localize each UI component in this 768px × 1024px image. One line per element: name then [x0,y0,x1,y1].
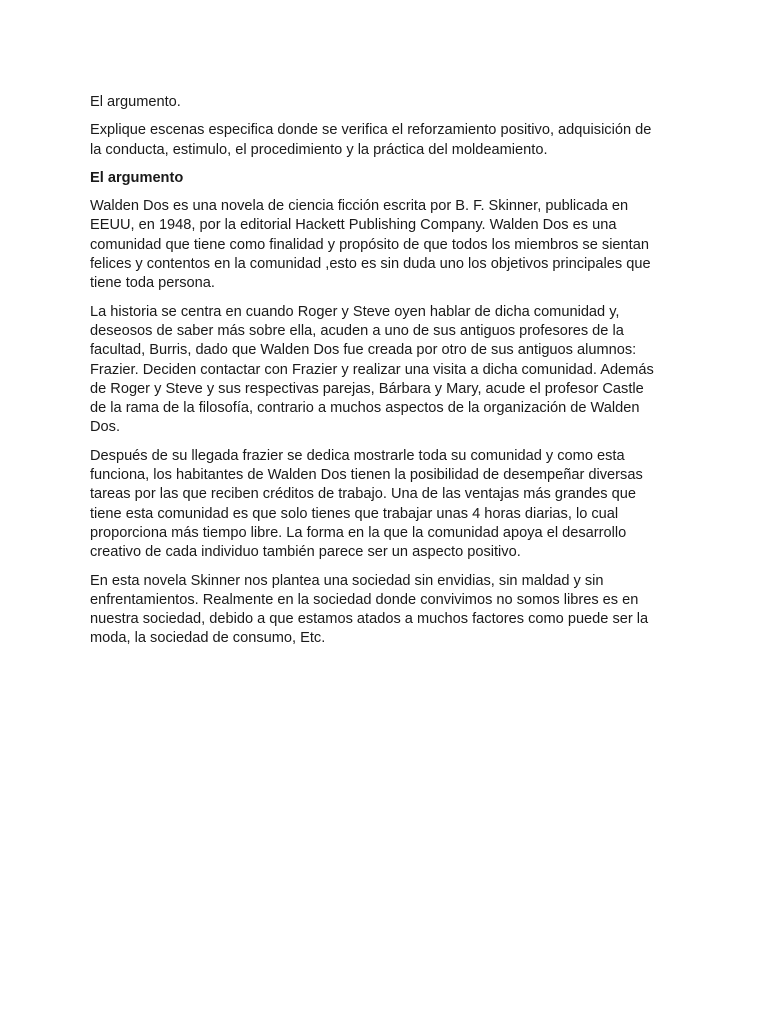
intro-title [90,93,680,112]
paragraph-line: proporciona más tiempo libre. La forma en la que la comunidad apoya el desarrollo [90,524,627,541]
paragraph-line: En esta novela Skinner nos plantea una sociedad sin envidias, sin maldad y sin [90,572,604,589]
paragraph-3 [90,447,680,563]
paragraph-line: de Roger y Steve y sus respectivas parejas, Bárbara y Mary, acude el profesor Castle [90,380,644,397]
prompt-line: Explique escenas especifica donde se verifica el reforzamiento positivo, adquisición de [90,122,652,139]
paragraph-2 [90,303,680,438]
paragraph-line: felices y contentos en la comunidad ,esto es sin duda uno los objetivos principales que [90,256,651,273]
paragraph-line: moda, la sociedad de consumo, Etc. [90,630,326,647]
paragraph-line: tiene esta comunidad es que solo tienes que trabajar unas 4 horas diarias, lo cual [90,505,619,522]
paragraph-line: Dos. [90,419,121,436]
paragraph-line: deseosos de saber más sobre ella, acuden a uno de sus antiguos profesores de la [90,322,624,339]
paragraph-line: de la rama de la filosofía, contrario a muchos aspectos de la organización de Walden [90,400,640,417]
paragraph-line: enfrentamientos. Realmente en la sociedad donde convivimos no somos libres es en [90,591,639,608]
paragraph-line: Walden Dos es una novela de ciencia ficción escrita por B. F. Skinner, publicada en [90,198,629,215]
paragraph-line: tiene toda persona. [90,275,215,292]
paragraph-line: Después de su llegada frazier se dedica mostrarle toda su comunidad y como esta [90,447,625,464]
section-heading-text: El argumento [90,169,184,186]
prompt-paragraph [90,121,680,160]
paragraph-line: facultad, Burris, dado que Walden Dos fue creada por otro de sus antiguos alumnos: [90,342,637,359]
paragraph-4 [90,572,680,649]
paragraph-line: creativo de cada individuo también parece ser un aspecto positivo. [90,544,521,561]
paragraph-line: tareas por las que reciben créditos de trabajo. Una de las ventajas más grandes que [90,486,636,503]
document-page [90,93,680,658]
section-heading [90,169,680,188]
paragraph-line: nuestra sociedad, debido a que estamos atados a muchos factores como puede ser la [90,611,649,628]
paragraph-1 [90,197,680,293]
paragraph-line: funciona, los habitantes de Walden Dos tienen la posibilidad de desempeñar diversas [90,467,643,484]
intro-title-text: El argumento. [90,94,181,110]
paragraph-line: Frazier. Deciden contactar con Frazier y realizar una visita a dicha comunidad. Además [90,361,654,378]
paragraph-line: EEUU, en 1948, por la editorial Hackett Publishing Company. Walden Dos es una [90,217,617,234]
paragraph-line: La historia se centra en cuando Roger y Steve oyen hablar de dicha comunidad y, [90,303,620,320]
paragraph-line: comunidad que tiene como finalidad y propósito de que todos los miembros se sientan [90,236,649,253]
prompt-line: la conducta, estimulo, el procedimiento y la práctica del moldeamiento. [90,141,548,158]
